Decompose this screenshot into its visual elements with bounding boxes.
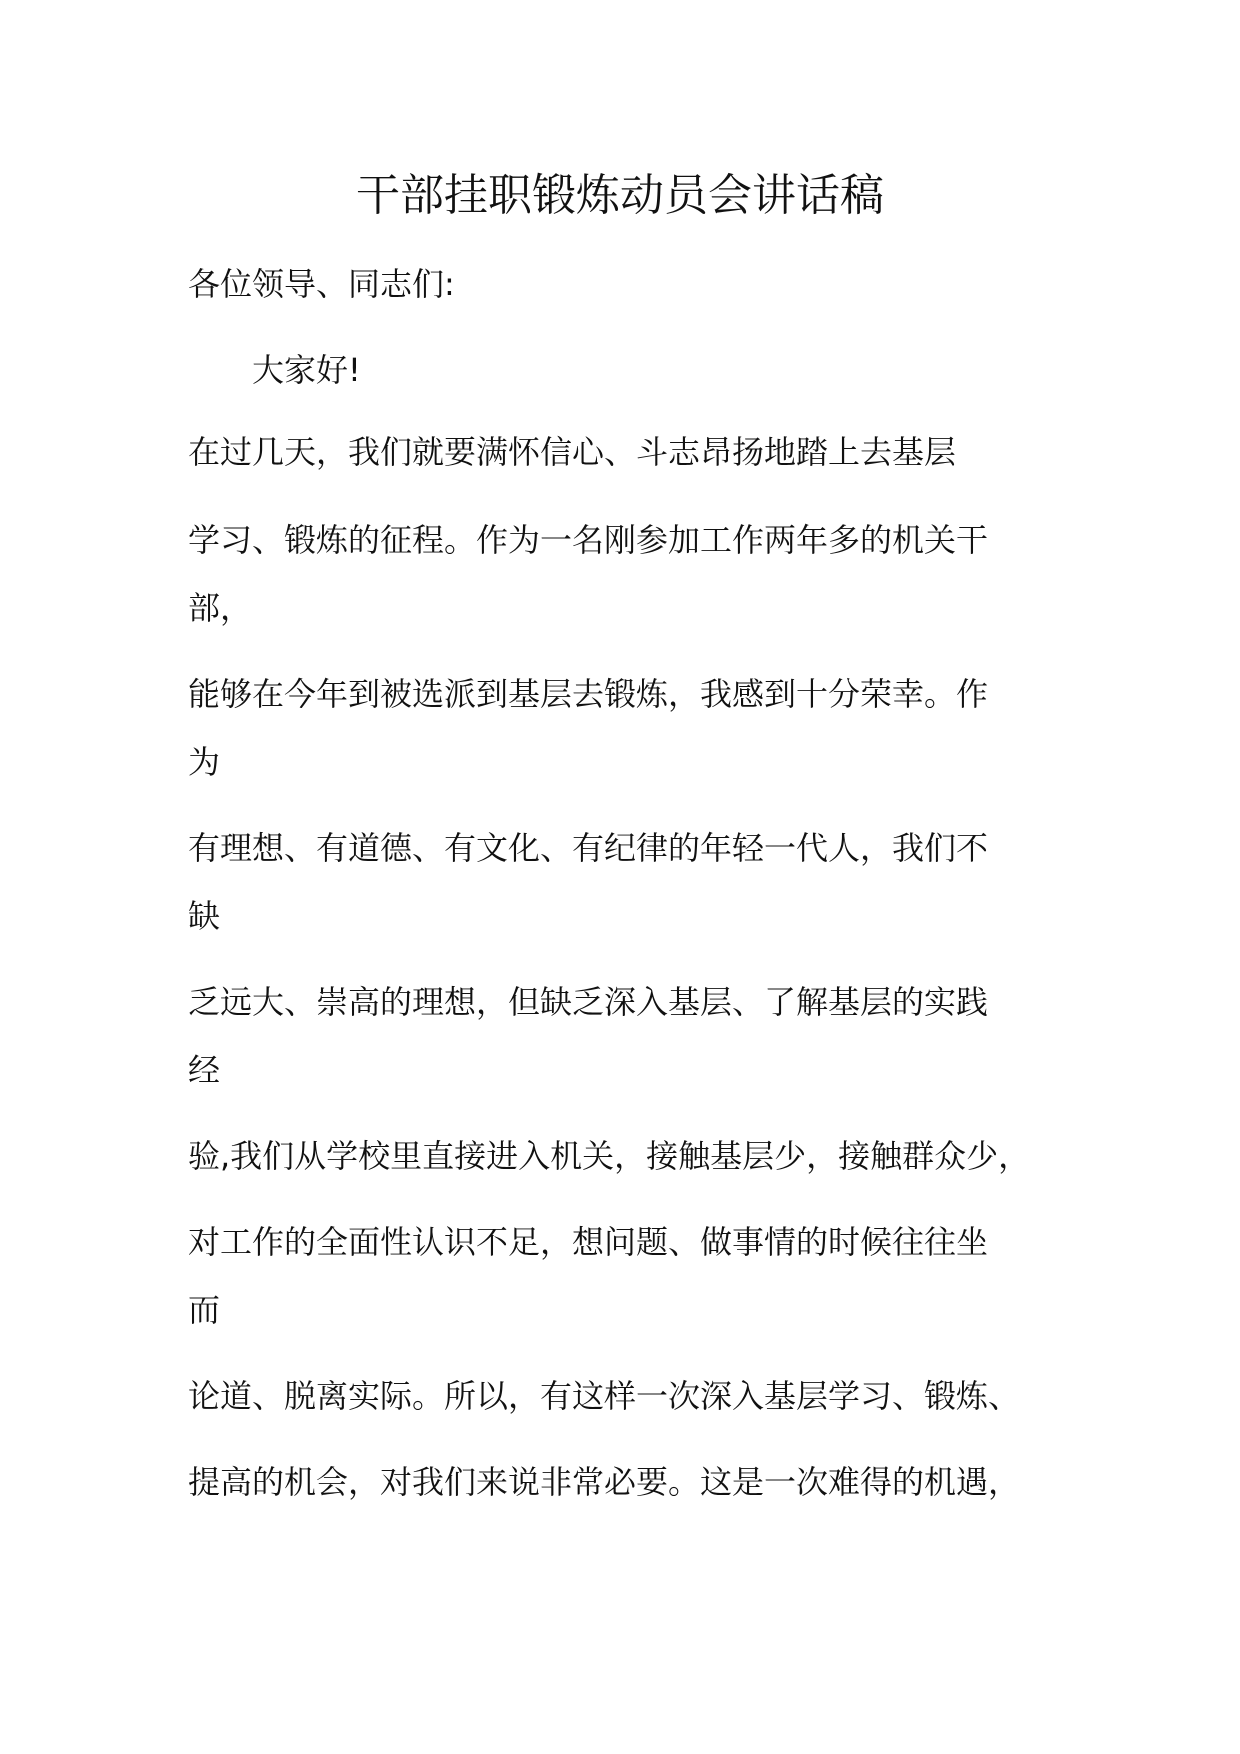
body-line-9: 经 (188, 1051, 221, 1089)
body-line-1: 在过几天，我们就要满怀信心、斗志昂扬地踏上去基层 (188, 433, 957, 471)
body-line-2: 学习、锻炼的征程。作为一名刚参加工作两年多的机关干 (188, 521, 989, 559)
body-line-12: 而 (188, 1291, 221, 1329)
greeting: 大家好! (252, 351, 361, 389)
body-line-11: 对工作的全面性认识不足，想问题、做事情的时候往往坐 (188, 1223, 989, 1261)
body-line-7: 缺 (188, 897, 221, 935)
body-line-3: 部， (188, 589, 253, 627)
body-line-6: 有理想、有道德、有文化、有纪律的年轻一代人，我们不 (188, 829, 989, 867)
body-line-10: 验,我们从学校里直接进入机关，接触基层少，接触群众少， (188, 1137, 1031, 1175)
body-line-14: 提高的机会，对我们来说非常必要。这是一次难得的机遇， (188, 1463, 1021, 1501)
salutation: 各位领导、同志们: (188, 265, 455, 303)
body-line-4: 能够在今年到被选派到基层去锻炼，我感到十分荣幸。作 (188, 675, 989, 713)
document-title: 干部挂职锻炼动员会讲话稿 (356, 170, 884, 221)
body-line-13: 论道、脱离实际。所以，有这样一次深入基层学习、锻炼、 (188, 1377, 1021, 1415)
body-line-5: 为 (188, 743, 221, 781)
body-line-8: 乏远大、崇高的理想，但缺乏深入基层、了解基层的实践 (188, 983, 989, 1021)
